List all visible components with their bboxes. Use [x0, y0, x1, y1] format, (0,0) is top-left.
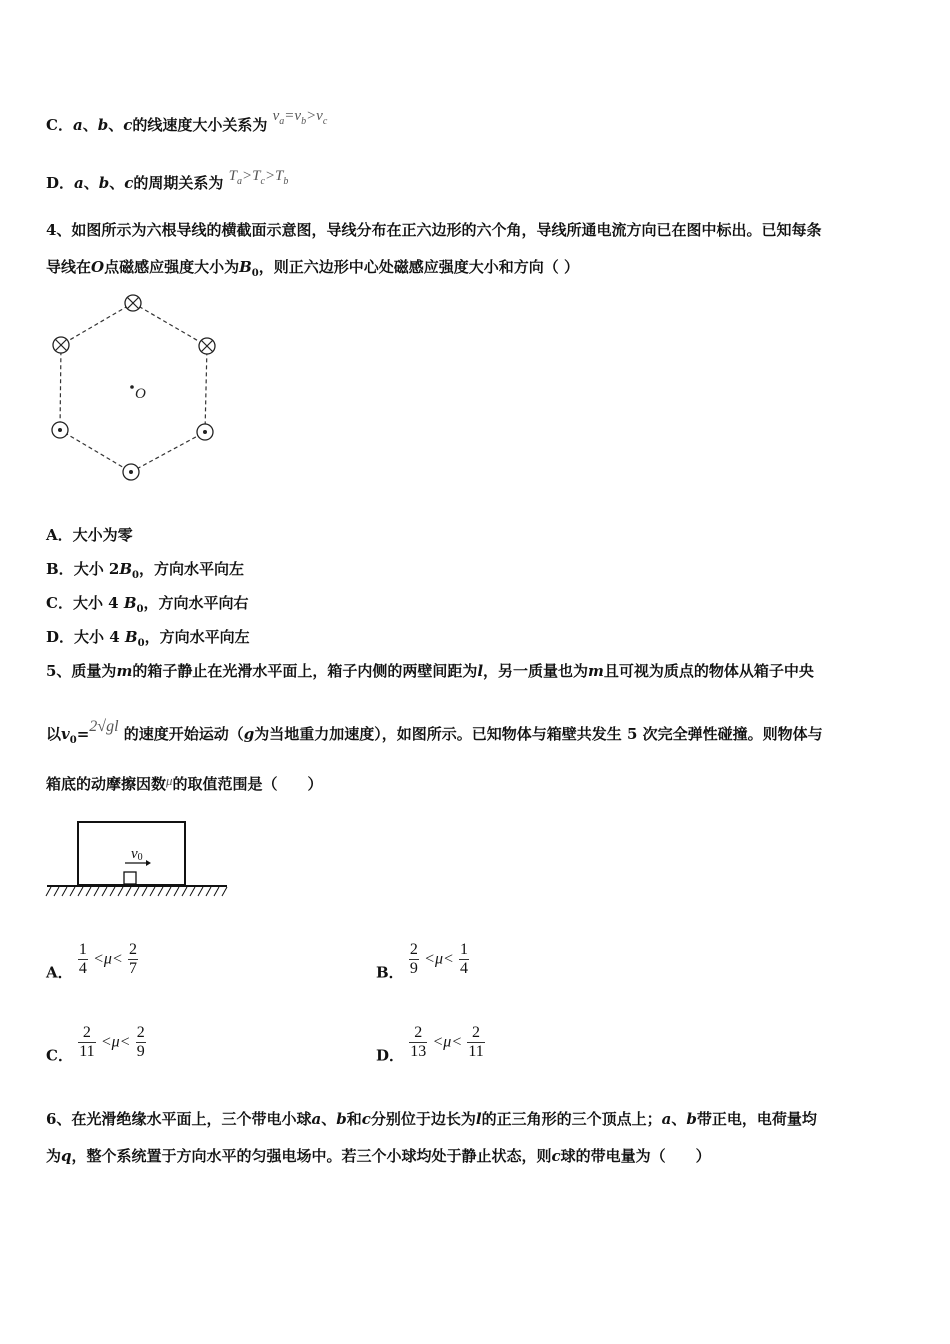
- sub: 0: [137, 638, 145, 649]
- text: ，另一质量也为: [483, 662, 589, 680]
- option-text: 大小为零: [72, 526, 133, 544]
- text: 6、在光滑绝缘水平面上，三个带电小球: [46, 1110, 312, 1128]
- text: 的速度开始运动（: [123, 725, 244, 743]
- block: [124, 872, 136, 884]
- text: ，则正六边形中心处磁感应强度大小和方向（ ）: [258, 258, 579, 276]
- var-b: b: [97, 116, 109, 134]
- option-label: B．: [46, 560, 74, 578]
- var-m: m: [588, 662, 604, 680]
- lt: <: [100, 1033, 112, 1051]
- var-c: c: [361, 1110, 371, 1128]
- var-b: b: [686, 1110, 697, 1128]
- hexagon-figure: [45, 290, 225, 490]
- denominator: 4: [78, 960, 87, 977]
- var-a: a: [311, 1110, 322, 1128]
- option-label: B．: [376, 963, 404, 982]
- sub: a: [237, 176, 243, 187]
- formula-part: >T: [264, 168, 284, 184]
- wire-into-top: [125, 295, 141, 311]
- denominator: 7: [128, 960, 137, 977]
- q4-option-b: [46, 559, 244, 586]
- text: 的正三角形的三个顶点上；: [481, 1110, 662, 1128]
- text: 箱底的动摩擦因数: [46, 775, 167, 793]
- sub: 0: [136, 604, 144, 615]
- option-text: ，方向水平向左: [139, 560, 245, 578]
- sub: c: [260, 176, 265, 187]
- q4-stem-line2: [46, 257, 579, 284]
- numerator: 1: [78, 941, 87, 958]
- option-label: A．: [46, 526, 73, 544]
- option-text: 的周期关系为: [133, 174, 224, 192]
- numerator: 2: [409, 1024, 427, 1043]
- text: ，整个系统置于方向水平的匀强电场中。若三个小球均处于静止状态，则: [71, 1147, 552, 1165]
- sub: 0: [251, 268, 259, 279]
- box-figure: [45, 818, 235, 900]
- var-b: b: [98, 174, 110, 192]
- var-mu: μ: [166, 773, 173, 788]
- var-l: l: [475, 1110, 482, 1128]
- var-g: g: [243, 725, 255, 743]
- velocity-label: v0: [131, 846, 143, 863]
- fraction: [136, 1024, 146, 1061]
- sub: 0: [69, 735, 77, 746]
- option-label: A．: [46, 963, 73, 982]
- q6-stem-line1: [46, 1109, 817, 1129]
- numerator: 2: [78, 1024, 95, 1043]
- formula: [228, 168, 289, 187]
- denominator: 9: [409, 960, 418, 977]
- mu: μ: [111, 1033, 120, 1051]
- wire-out-lower-left: [52, 422, 68, 438]
- wire-into-upper-right: [199, 338, 215, 354]
- var-a: a: [74, 174, 84, 192]
- lt: <: [424, 950, 435, 968]
- text: 导线在: [46, 258, 92, 276]
- fraction: [78, 1024, 95, 1061]
- denominator: 9: [136, 1043, 145, 1060]
- formula-v: v: [272, 108, 280, 124]
- fraction: [128, 941, 138, 978]
- lt: <: [93, 950, 104, 968]
- q3-option-c: [46, 108, 328, 142]
- var-c: c: [124, 174, 134, 192]
- option-label: C．: [46, 1046, 73, 1065]
- option-text: 大小 2: [73, 560, 120, 578]
- center-dot: [130, 385, 134, 389]
- var-a: a: [72, 116, 83, 134]
- q5-option-c: [46, 1024, 146, 1066]
- q3-option-d: [46, 168, 289, 200]
- var-b: B: [119, 560, 133, 578]
- text: 的箱子静止在光滑水平面上，箱子内侧的两壁间距为: [132, 662, 478, 680]
- option-text: 大小 4: [74, 628, 125, 646]
- mu: μ: [434, 950, 443, 968]
- lt: <: [432, 1033, 444, 1051]
- sep: 、: [671, 1110, 687, 1128]
- q4-option-c: [46, 593, 249, 620]
- option-text: 大小 4: [72, 594, 124, 612]
- formula-t: T: [228, 168, 238, 184]
- numerator: 2: [409, 941, 418, 958]
- q4-option-a: [46, 525, 133, 545]
- numerator: 2: [467, 1024, 484, 1043]
- text: 的取值范围是（ ）: [172, 775, 323, 793]
- option-label: C．: [46, 594, 73, 612]
- var-a: a: [661, 1110, 672, 1128]
- lt: <: [442, 950, 454, 968]
- sub: 0: [132, 570, 140, 581]
- sep: 、: [321, 1110, 337, 1128]
- wire-into-upper-left: [53, 337, 69, 353]
- fraction: [409, 941, 419, 978]
- var-b: b: [336, 1110, 347, 1128]
- denominator: 13: [410, 1043, 427, 1060]
- q5-stem-line1: [46, 661, 814, 681]
- wire-out-bottom: [123, 464, 139, 480]
- denominator: 11: [79, 1043, 95, 1060]
- text: 带正电，电荷量均: [696, 1110, 817, 1128]
- text: 为: [46, 1147, 62, 1165]
- text: 点磁感应强度大小为: [104, 258, 240, 276]
- text: 为当地重力加速度），如图所示。已知物体与箱壁共发生 5 次完全弹性碰撞。则物体与: [254, 725, 823, 743]
- sub: c: [322, 116, 328, 127]
- sep: 、: [82, 116, 98, 134]
- lt: <: [111, 950, 123, 968]
- var-o: O: [91, 258, 105, 276]
- sep: 、: [83, 174, 99, 192]
- denominator: 11: [468, 1043, 484, 1060]
- numerator: 2: [136, 1024, 145, 1041]
- var-b: B: [123, 594, 137, 612]
- fraction: [409, 1024, 427, 1061]
- var-c: c: [551, 1147, 561, 1165]
- wire-out-lower-right: [197, 424, 213, 440]
- var-c: c: [123, 116, 133, 134]
- var-v: v: [61, 725, 70, 743]
- formula-part: >T: [242, 168, 261, 184]
- q5-stem-line2: [46, 718, 823, 751]
- lt: <: [451, 1033, 463, 1051]
- denominator: 4: [460, 960, 469, 977]
- sep: 、: [108, 116, 124, 134]
- var-m: m: [116, 662, 133, 680]
- numerator: 1: [460, 941, 469, 958]
- q5-option-a: [46, 941, 138, 983]
- sub: a: [279, 116, 285, 127]
- text: =: [76, 725, 90, 743]
- option-text: ，方向水平向左: [144, 628, 250, 646]
- var-b: B: [124, 628, 138, 646]
- q4-stem-line1: 4、如图所示为六根导线的横截面示意图，导线分布在正六边形的六个角，导线所通电流方向已在图中标出。已知每条: [46, 221, 822, 239]
- ground-hatching: [46, 887, 227, 896]
- sub: b: [301, 116, 307, 127]
- fraction: [78, 941, 88, 978]
- center-label: O: [135, 386, 146, 402]
- sub: b: [283, 176, 289, 187]
- q5-option-d: [376, 1024, 485, 1066]
- text: 和: [346, 1110, 362, 1128]
- option-label: D．: [46, 174, 75, 192]
- text: 球的带电量为（ ）: [560, 1147, 711, 1165]
- var-l: l: [477, 662, 484, 680]
- formula-part: =v: [284, 108, 302, 124]
- option-label: C．: [46, 116, 73, 134]
- text: 分别位于边长为: [370, 1110, 476, 1128]
- q6-stem-line2: [46, 1146, 711, 1166]
- text: 以: [46, 725, 62, 743]
- mu: μ: [443, 1033, 452, 1051]
- option-text: 的线速度大小关系为: [132, 116, 268, 134]
- q5-stem-line3: [46, 774, 323, 795]
- mu: μ: [103, 950, 112, 968]
- var-b: B: [239, 258, 252, 276]
- text: 且可视为质点的物体从箱子中央: [603, 662, 814, 680]
- option-label: D．: [376, 1046, 405, 1065]
- formula-part: >v: [306, 108, 323, 124]
- fraction: [459, 941, 469, 978]
- lt: <: [119, 1033, 131, 1051]
- q4-option-d: [46, 627, 250, 654]
- text: 5、质量为: [46, 662, 117, 680]
- formula-sqrt: 2√gl: [89, 718, 119, 735]
- option-label: D．: [46, 628, 75, 646]
- q5-option-b: [376, 941, 469, 983]
- var-q: q: [61, 1147, 72, 1165]
- option-text: ，方向水平向右: [143, 594, 249, 612]
- formula: [272, 108, 328, 127]
- sep: 、: [109, 174, 125, 192]
- numerator: 2: [128, 941, 137, 958]
- fraction: [467, 1024, 484, 1061]
